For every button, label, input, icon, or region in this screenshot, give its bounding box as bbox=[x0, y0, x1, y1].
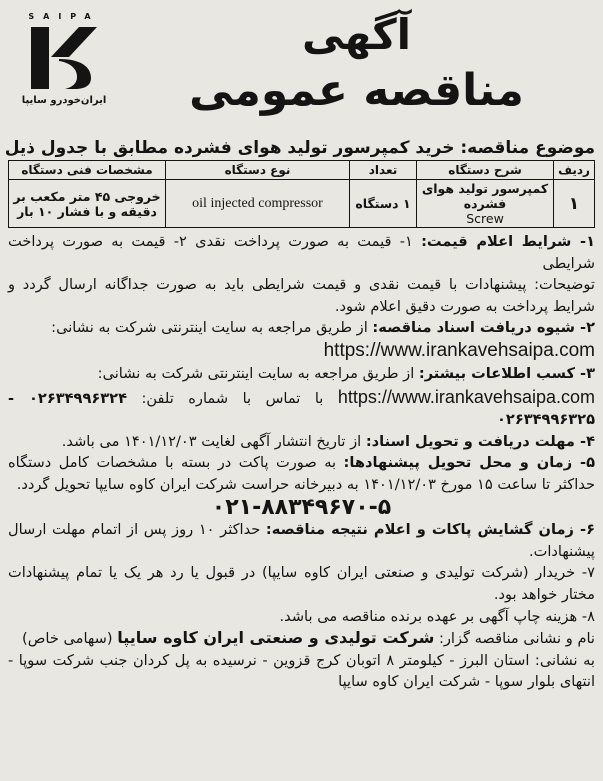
cell-description-fa: کمپرسور تولید هوای فشرده bbox=[421, 181, 549, 211]
section-2-body: از طریق مراجعه به سایت اینترنتی شرکت به نشانی: bbox=[51, 319, 373, 337]
contact-phones: ۰۲۶۳۴۹۹۶۳۲۴ - ۰۲۶۳۴۹۹۶۳۲۵ bbox=[8, 389, 595, 429]
col-type: نوع دستگاه bbox=[166, 161, 350, 180]
organizer-address: به نشانی: استان البرز - کیلومتر ۸ اتوبان کرج قزوین - نرسیده به پل کردان جنب شرکت سوپا - انتهای بلوار سوپا - شرکت ایران کاوه سایپا bbox=[8, 651, 595, 691]
logo-brand-latin: SAIPA bbox=[28, 12, 100, 21]
ik-logo-icon bbox=[29, 23, 99, 93]
notice-body bbox=[8, 231, 595, 693]
cell-type: oil injected compressor bbox=[166, 180, 350, 228]
section-3-head: ۳- کسب اطلاعات بیشتر: bbox=[418, 364, 595, 382]
section-1-note: توضیحات: پیشنهادات با قیمت نقدی و قیمت شرایطی باید به صورت جداگانه ارسال گردد و شرایط پرداخت به صورت دقیق اعلام شود. bbox=[8, 276, 595, 315]
section-1-body: ۱- قیمت به صورت پرداخت نقدی ۲- قیمت به صورت پرداخت شرایطی bbox=[8, 233, 595, 272]
organizer-label: نام و نشانی مناقصه گزار: bbox=[434, 630, 595, 648]
section-6-body: حداکثر ۱۰ روز پس از اتمام مهلت ارسال پیشنهادات. bbox=[8, 521, 595, 560]
section-2 bbox=[8, 317, 595, 339]
tender-subject: موضوع مناقصه: خرید کمپرسور تولید هوای فشرده مطابق با جدول ذیل bbox=[4, 138, 595, 158]
section-3-body: از طریق مراجعه به سایت اینترنتی شرکت به نشانی: bbox=[97, 364, 419, 382]
cell-description bbox=[417, 180, 554, 228]
section-4 bbox=[8, 431, 595, 453]
section-6 bbox=[8, 519, 595, 562]
website-link-2[interactable]: https://www.irankavehsaipa.com bbox=[337, 386, 595, 407]
organizer bbox=[8, 627, 595, 650]
header bbox=[8, 6, 595, 134]
section-5 bbox=[8, 452, 595, 495]
table-header-row bbox=[9, 161, 595, 180]
equipment-table bbox=[8, 160, 595, 228]
website-link[interactable]: https://www.irankavehsaipa.com bbox=[323, 339, 595, 361]
cell-description-en: Screw bbox=[466, 211, 504, 226]
section-3-contact bbox=[8, 385, 595, 431]
page-title: آگهی bbox=[301, 10, 412, 59]
logo-brand-fa: ایران‌خودرو سایپا bbox=[21, 95, 107, 106]
cell-specs: خروجی ۴۵ متر مکعب بر دقیقه و با فشار ۱۰ بار bbox=[9, 180, 166, 228]
section-5-head: ۵- زمان و محل تحویل پیشنهادها: bbox=[343, 454, 595, 472]
section-1 bbox=[8, 231, 595, 274]
organizer-type: (سهامی خاص) bbox=[22, 630, 118, 648]
section-1-head: ۱- شرایط اعلام قیمت: bbox=[421, 233, 596, 250]
section-3 bbox=[8, 363, 595, 385]
section-3-phone-prefix: با تماس با شماره تلفن: bbox=[126, 389, 338, 407]
table-row bbox=[9, 180, 595, 228]
page-subtitle: مناقصه عمومی bbox=[189, 65, 524, 116]
section-4-head: ۴- مهلت دریافت و تحویل اسناد: bbox=[365, 432, 595, 450]
organizer-name: شرکت تولیدی و صنعتی ایران کاوه سایپا bbox=[117, 628, 435, 648]
section-8: ۸- هزینه چاپ آگهی بر عهده برنده مناقصه می باشد. bbox=[279, 607, 595, 625]
col-quantity: تعداد bbox=[350, 161, 417, 180]
col-description: شرح دستگاه bbox=[417, 161, 554, 180]
section-2-head: ۲- شیوه دریافت اسناد مناقصه: bbox=[372, 319, 595, 337]
section-5-body: به صورت پاکت در بسته با مشخصات کامل دستگاه حداکثر تا ساعت ۱۵ مورخ ۱۴۰۱/۱۲/۰۳ به دبیرخانه حراست شرکت ایران کاوه سایپا تحویل گردد. bbox=[8, 454, 595, 493]
section-7: ۷- خریدار (شرکت تولیدی و صنعتی ایران کاوه سایپا) در قبول یا رد هر یک یا تمام پیشنهادات مختار خواهد بود. bbox=[8, 564, 595, 603]
col-specs: مشخصات فنی دستگاه bbox=[9, 161, 166, 180]
section-6-head: ۶- زمان گشایش پاکات و اعلام نتیجه مناقصه: bbox=[265, 521, 595, 539]
watermark-phone: ۰۲۱-۸۸۳۴۹۶۷۰-۵ bbox=[211, 494, 392, 520]
company-logo bbox=[16, 12, 112, 122]
cell-row-no: ۱ bbox=[554, 180, 595, 228]
section-4-body: از تاریخ انتشار آگهی لغایت ۱۴۰۱/۱۲/۰۳ می باشد. bbox=[61, 432, 366, 450]
col-row-no: ردیف bbox=[554, 161, 595, 180]
cell-quantity: ۱ دستگاه bbox=[350, 180, 417, 228]
